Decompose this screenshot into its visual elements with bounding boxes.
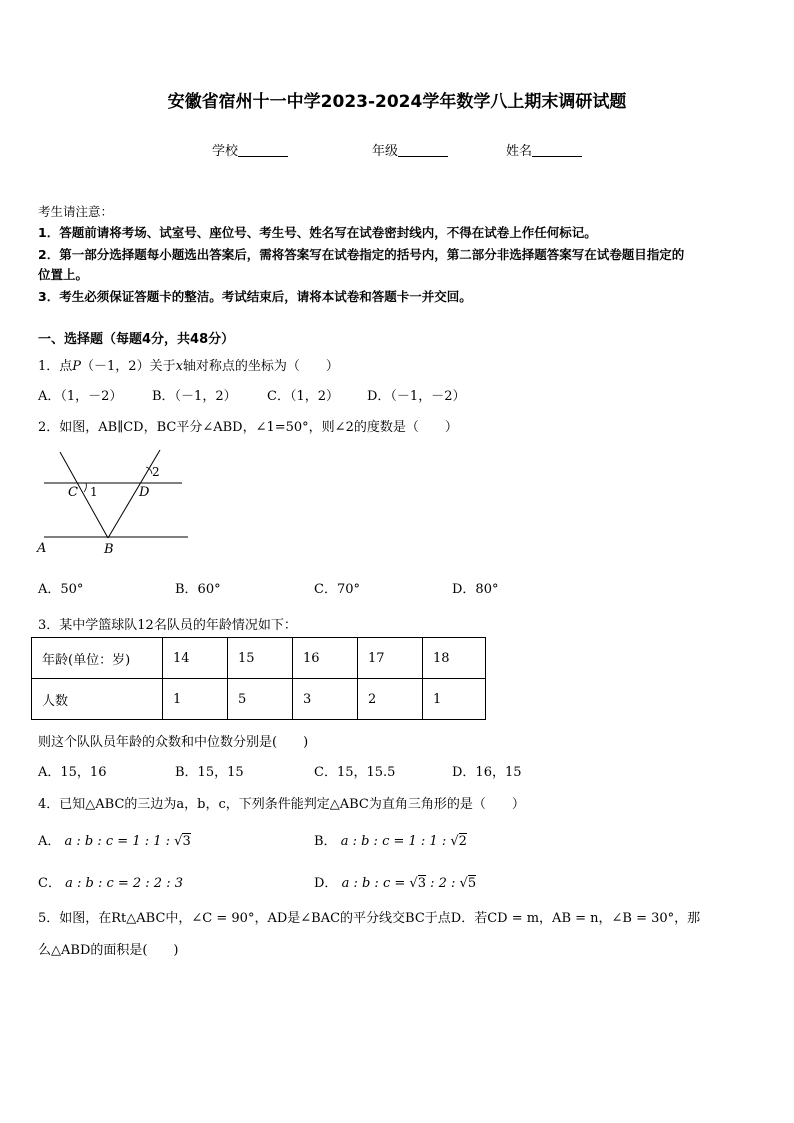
q2-option-c[interactable]: C．70° (314, 582, 360, 597)
q4-option-a[interactable] (38, 830, 191, 849)
sqrt-sign: √ (450, 834, 459, 849)
question-1-stem (38, 355, 339, 374)
note-1: 1．答题前请将考场、试室号、座位号、考生号、姓名写在试卷密封线内，不得在试卷上作任何标记。 (38, 225, 597, 240)
age-table (31, 637, 486, 720)
q1-stem-a: 1．点 (38, 359, 73, 374)
q3-option-a[interactable]: A．15，16 (38, 765, 107, 780)
q4-b-expr: a : b : c = 1 : 1 : (340, 834, 451, 849)
table-cell: 年龄(单位：岁) (32, 638, 163, 679)
q4-b-label: B． (314, 834, 337, 849)
q3-option-b[interactable]: B．15，15 (175, 765, 244, 780)
question-4-stem: 4．已知△ABC的三边为a，b，c，下列条件能判定△ABC为直角三角形的是（ ） (38, 797, 525, 812)
q4-a-label: A． (38, 834, 61, 849)
q4-c-expr: a : b : c = 2 : 2 : 3 (65, 876, 183, 891)
q1-stem-b: （－1，2）关于 (81, 359, 176, 374)
table-cell: 18 (423, 638, 486, 679)
table-cell: 1 (163, 679, 228, 720)
table-row (32, 679, 486, 720)
label-1: 1 (90, 485, 98, 499)
table-cell: 14 (163, 638, 228, 679)
table-cell: 15 (228, 638, 293, 679)
question-3-stem: 3．某中学篮球队12名队员的年龄情况如下： (38, 618, 297, 633)
table-row (32, 638, 486, 679)
question-5-line1: 5．如图，在Rt△ABC中，∠C = 90°，AD是∠BAC的平分线交BC于点D．若CD = m，AB = n，∠B = 30°，那 (38, 911, 701, 926)
q4-d-expr: a : b : c = (341, 876, 410, 891)
label-b: B (104, 542, 114, 556)
q2-option-b[interactable]: B．60° (175, 582, 221, 597)
label-2: 2 (152, 465, 160, 479)
label-d: D (139, 485, 150, 500)
page-title: 安徽省宿州十一中学2023-2024学年数学八上期末调研试题 (167, 92, 627, 112)
grade-field (372, 140, 448, 159)
sqrt-sign: √ (459, 876, 468, 891)
q4-option-c[interactable] (38, 872, 183, 891)
q2-option-a[interactable]: A．50° (38, 582, 84, 597)
table-cell: 人数 (32, 679, 163, 720)
note-2-line1: 2．第一部分选择题每小题选出答案后，需将答案写在试卷指定的括号内，第二部分非选择题答案写在试卷题目指定的 (38, 247, 685, 262)
q1-option-c[interactable]: C．（1，2） (267, 389, 339, 404)
label-a: A (37, 541, 47, 556)
table-cell: 5 (228, 679, 293, 720)
school-label: 学校 (212, 144, 239, 159)
sqrt-sign: √ (409, 876, 418, 891)
q4-a-expr: a : b : c = 1 : 1 : (64, 834, 175, 849)
q4-d-radicand-2: 5 (467, 876, 477, 891)
question-5-line2: 么△ABD的面积是( ) (38, 943, 179, 958)
angle-1-arc (84, 483, 86, 492)
q4-d-label: D． (314, 876, 338, 891)
sqrt-sign: √ (174, 834, 183, 849)
table-cell: 17 (358, 638, 423, 679)
q1-axis: x (175, 359, 183, 374)
q1-point: P (72, 359, 82, 374)
name-field (506, 140, 582, 159)
grade-blank (398, 144, 448, 157)
q4-d-radicand-1: 3 (417, 876, 426, 891)
q2-option-d[interactable]: D．80° (452, 582, 499, 597)
q4-option-b[interactable] (314, 830, 467, 849)
q4-d-mid: : 2 : (425, 876, 460, 891)
q3-option-c[interactable]: C．15，15.5 (314, 765, 396, 780)
notes-heading: 考生请注意： (38, 204, 114, 219)
school-field (212, 140, 288, 159)
q1-stem-c: 轴对称点的坐标为（ ） (182, 359, 339, 374)
name-blank (532, 144, 582, 157)
line-bd (108, 450, 160, 538)
table-cell: 3 (293, 679, 358, 720)
section-heading: 一、选择题（每题4分，共48分） (38, 332, 235, 347)
question-3-ask: 则这个队队员年龄的众数和中位数分别是( ) (38, 735, 309, 750)
q4-a-radicand: 3 (182, 834, 191, 849)
name-label: 姓名 (506, 144, 533, 159)
parallel-lines-figure (34, 448, 194, 556)
school-blank (238, 144, 288, 157)
q1-option-b[interactable]: B．（－1，2） (152, 389, 237, 404)
q4-option-d[interactable] (314, 872, 476, 891)
table-cell: 1 (423, 679, 486, 720)
q3-option-d[interactable]: D．16，15 (452, 765, 522, 780)
note-3: 3．考生必须保证答题卡的整洁。考试结束后，请将本试卷和答题卡一并交回。 (38, 289, 472, 304)
q1-option-a[interactable]: A．（1，－2） (38, 389, 123, 404)
note-2-line2: 位置上。 (38, 267, 89, 282)
label-c: C (68, 485, 78, 500)
table-cell: 2 (358, 679, 423, 720)
grade-label: 年级 (372, 144, 399, 159)
question-2-stem: 2．如图，AB∥CD，BC平分∠ABD，∠1=50°，则∠2的度数是（ ） (38, 420, 458, 435)
q4-c-label: C． (38, 876, 61, 891)
table-cell: 16 (293, 638, 358, 679)
q4-b-radicand: 2 (458, 834, 467, 849)
q1-option-d[interactable]: D．（－1，－2） (367, 389, 466, 404)
